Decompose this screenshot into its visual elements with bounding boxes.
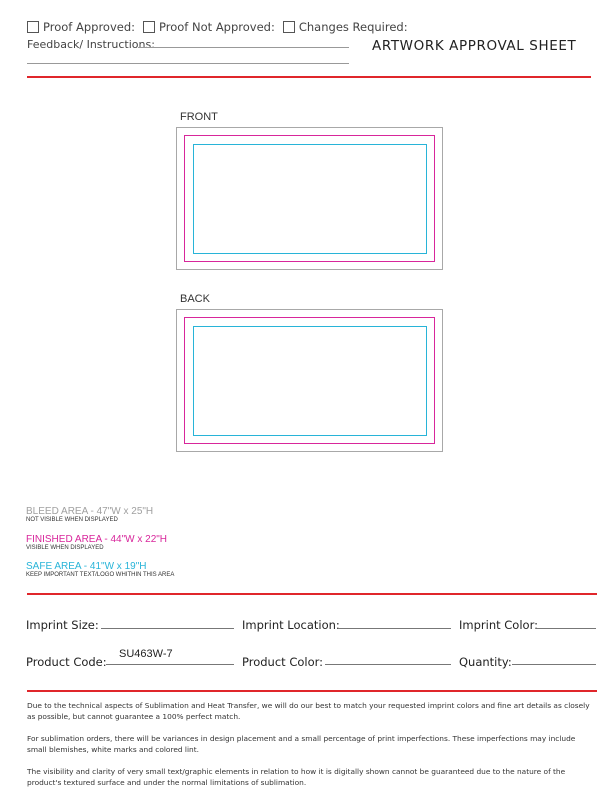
product-code-field[interactable] [106, 664, 234, 665]
form-top-divider [27, 593, 597, 595]
proof-approved-checkbox[interactable] [27, 21, 39, 33]
header-divider [27, 76, 591, 78]
back-label: BACK [180, 293, 210, 305]
changes-required-checkbox[interactable] [283, 21, 295, 33]
page-title: ARTWORK APPROVAL SHEET [372, 38, 577, 54]
proof-approved-label: Proof Approved: [43, 20, 136, 34]
feedback-input-line-1[interactable] [138, 47, 349, 48]
disclaimer-paragraph-1: Due to the technical aspects of Sublimation and Heat Transfer, we will do our best to match your requested imprint colors and fine art details as closely as possible, but cannot guarantee a 100% perfect match. [27, 701, 590, 721]
product-code-label: Product Code: [26, 655, 107, 669]
legend-finished [26, 534, 167, 551]
bleed-area-label: BLEED AREA - 47"W x 25"H [26, 506, 154, 517]
imprint-color-field[interactable] [537, 628, 596, 629]
imprint-color-label: Imprint Color: [459, 618, 538, 632]
imprint-size-label: Imprint Size: [26, 618, 99, 632]
imprint-size-field[interactable] [101, 628, 234, 629]
bleed-area-note: NOT VISIBLE WHEN DISPLAYED [26, 517, 118, 523]
product-code-value[interactable]: SU463W-7 [119, 648, 173, 660]
legend-bleed [26, 506, 153, 523]
back-bleed-area [176, 309, 443, 452]
safe-area-note: KEEP IMPORTANT TEXT/LOGO WHITHIN THIS AREA [26, 572, 175, 578]
changes-required-option[interactable] [283, 20, 408, 34]
proof-not-approved-label: Proof Not Approved: [159, 20, 275, 34]
back-safe-area [193, 326, 427, 436]
disclaimer-divider [27, 690, 597, 692]
finished-area-note: VISIBLE WHEN DISPLAYED [26, 545, 104, 551]
changes-required-label: Changes Required: [298, 20, 408, 34]
front-finished-area [184, 135, 435, 262]
proof-approved-option[interactable] [27, 20, 135, 34]
proof-not-approved-option[interactable] [143, 20, 275, 34]
legend-safe [26, 561, 174, 578]
back-finished-area [184, 317, 435, 444]
imprint-location-field[interactable] [338, 628, 451, 629]
disclaimer-paragraph-2: For sublimation orders, there will be variances in design placement and a small percentage of print imperfections. These imperfections may include small blemishes, white marks and colored lint. [27, 734, 576, 754]
front-label: FRONT [180, 111, 218, 123]
product-color-field[interactable] [325, 664, 451, 665]
feedback-label: Feedback/ Instructions: [27, 38, 155, 51]
feedback-input-line-2[interactable] [27, 63, 349, 64]
quantity-label: Quantity: [459, 655, 512, 669]
front-bleed-area [176, 127, 443, 270]
product-color-label: Product Color: [242, 655, 324, 669]
finished-area-label: FINISHED AREA - 44"W x 22"H [26, 534, 168, 545]
front-safe-area [193, 144, 427, 254]
imprint-location-label: Imprint Location: [242, 618, 340, 632]
safe-area-label: SAFE AREA - 41"W x 19"H [26, 561, 147, 572]
quantity-field[interactable] [512, 664, 596, 665]
approval-checkbox-row [27, 20, 416, 34]
disclaimer-paragraph-3: The visibility and clarity of very small text/graphic elements in relation to how it is digitally shown cannot be guaranteed due to the nature of the product's textured surface and under the normal limitations of sublimation. [27, 767, 566, 787]
proof-not-approved-checkbox[interactable] [143, 21, 155, 33]
